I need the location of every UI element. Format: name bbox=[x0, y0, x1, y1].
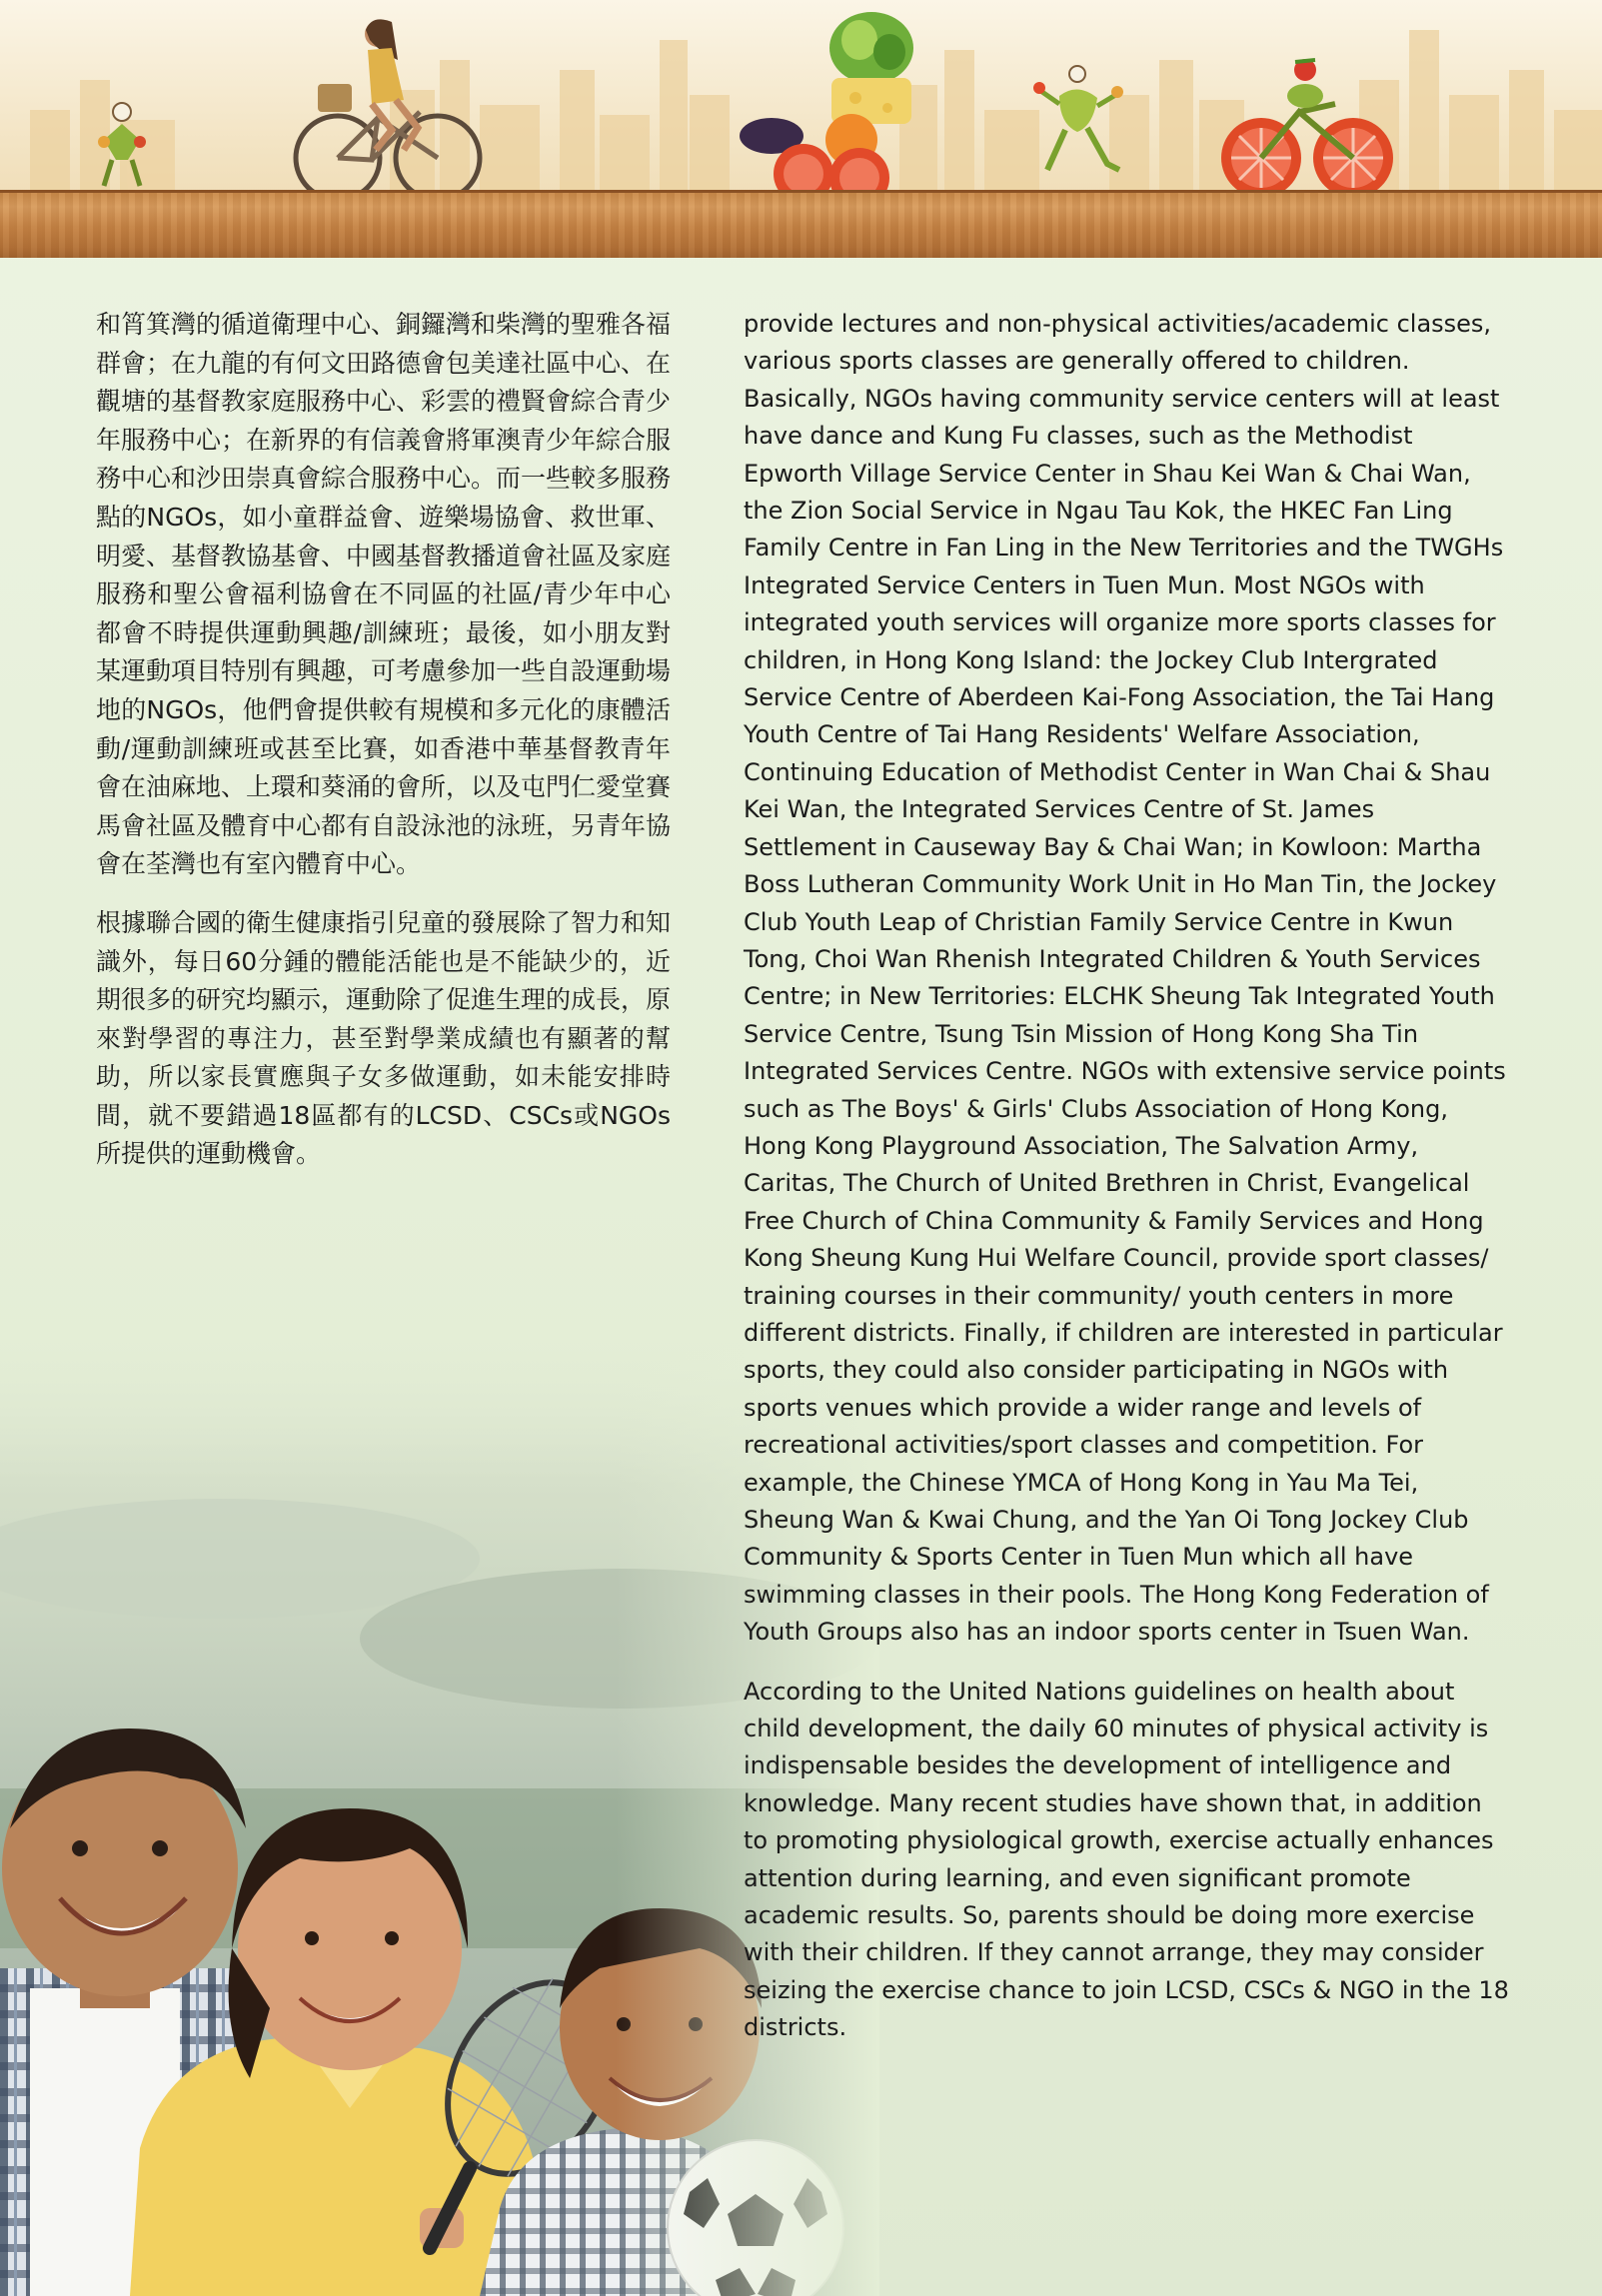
en-paragraph-1: provide lectures and non-physical activities/academic classes, various sports classes are generally offered to children. Basically, NGOs having community service centers will at least have dance and Kung Fu classes, such as the Methodist Epworth Village Service Center in Shau Kei Wan & Chai Wan, the Zion Social Service in Ngau Tau Kok, the HKEC Fan Ling Family Centre in Fan Ling in the New Territories and the TWGHs Integrated Service Centers in Tuen Mun. Most NGOs with integrated youth services will organize more sports classes for children, in Hong Kong Island: the Jockey Club Intergrated Service Centre of Aberdeen Kai-Fong Association, the Tai Hang Youth Centre of Tai Hang Residents' Welfare Association, Continuing Education of Methodist Center in Wan Chai & Shau Kei Wan, the Integrated Services Centre of St. James Settlement in Causeway Bay & Chai Wan; in Kowloon: Martha Boss Lutheran Community Work Unit in Ho Man Tin, the Jockey Club Youth Leap of Christian Family Service Centre in Kwun Tong, Choi Wan Rhenish Integrated Children & Youth Services Centre; in New Territories: ELCHK Sheung Tak Integrated Youth Service Centre, Tsung Tsin Mission of Hong Kong Sha Tin Integrated Services Centre. NGOs with extensive service points such as The Boys' & Girls' Clubs Association of Hong Kong, Hong Kong Playground Association, The Salvation Army, Caritas, The Church of United Brethren in Christ, Evangelical Free Church of China Community & Family Services and Hong Kong Sheung Kung Hui Welfare Council, provide sport classes/ training courses in their community/ youth centers in more different districts. Finally, if children are interested in particular sports, they could also consider participating in NGOs with sports venues which provide a wider range and levels of recreational activities/sport classes and competition. For example, the Chinese YMCA of Hong Kong in Yau Ma Tei, Sheung Wan & Kwai Chung, and the Yan Oi Tong Jockey Club Community & Sports Center in Tuen Mun which all have swimming classes in their pools. The Hong Kong Federation of Youth Groups also has an indoor sports center in Tsuen Wan. bbox=[744, 310, 1506, 1647]
wood-shelf bbox=[0, 190, 1602, 258]
chinese-text-column bbox=[96, 306, 671, 1194]
zh-paragraph-2: 根據聯合國的衛生健康指引兒童的發展除了智力和知識外，每日60分鍾的體能活能也是不能缺少的，近期很多的研究均顯示，運動除了促進生理的成長，原來對學習的專注力，甚至對學業成績也有顯著的幫助，所以家長實應與子女多做運動，如未能安排時間，就不要錯過18區都有的LCSD、CSCs或NGOs所提供的運動機會。 bbox=[96, 907, 672, 1169]
header-banner bbox=[0, 0, 1602, 258]
zh-paragraph-1: 和筲箕灣的循道衛理中心、銅鑼灣和柴灣的聖雅各福群會；在九龍的有何文田路德會包美達社區中心、在觀塘的基督教家庭服務中心、彩雲的禮賢會綜合青少年服務中心；在新界的有信義會將軍澳青少年綜合服務中心和沙田崇真會綜合服務中心。而一些較多服務點的NGOs，如小童群益會、遊樂場協會、救世軍、明愛、基督教協基會、中國基督教播道會社區及家庭服務和聖公會福利協會在不同區的社區/青少年中心都會不時提供運動興趣/訓練班；最後，如小朋友對某運動項目特別有興趣，可考慮參加一些自設運動場地的NGOs，他們會提供較有規模和多元化的康體活動/運動訓練班或甚至比賽，如香港中華基督教青年會在油麻地、上環和葵涌的會所，以及屯門仁愛堂賽馬會社區及體育中心都有自設泳池的泳班，另青年協會在荃灣也有室內體育中心。 bbox=[96, 310, 672, 879]
tomato-bicycle-icon bbox=[1221, 59, 1393, 198]
vegetable-stack-icon bbox=[740, 12, 913, 208]
english-text-column bbox=[744, 306, 1513, 2069]
en-paragraph-2: According to the United Nations guidelines on health about child development, the daily 60 minutes of physical activity is indispensable besides the development of intelligence and knowledge. Many recent studies have shown that, in addition to promoting physiological growth, exercise actually enhances attention during learning, and even significant promote academic results. So, parents should be doing more exercise with their children. If they cannot arrange, they may consider seizing the exercise chance to join LCSD, CSCs & NGO in the 18 districts. bbox=[744, 1677, 1509, 2042]
